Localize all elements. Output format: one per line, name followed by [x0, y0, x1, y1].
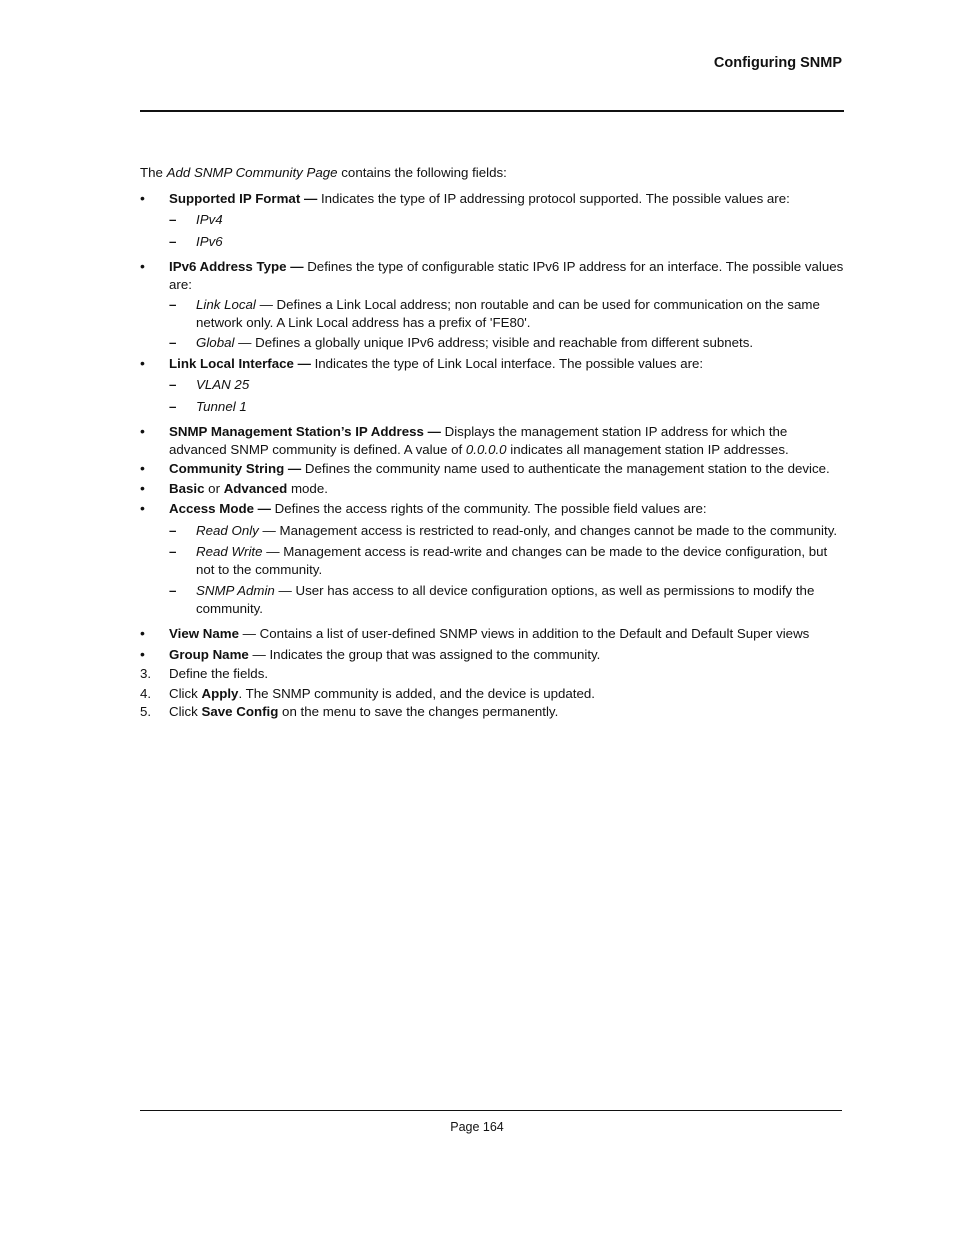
value-tunnel-1: [140, 398, 846, 416]
step-3: [140, 665, 846, 683]
dash-marker: –: [169, 377, 177, 392]
page-number: Page 164: [450, 1120, 504, 1134]
intro-paragraph: [140, 164, 846, 182]
value-description: — Management access is read-write and changes can be made to the device configuration, but not to the community.: [196, 544, 828, 577]
step-number: 3.: [140, 666, 152, 681]
dash-marker: –: [169, 233, 177, 249]
header-divider: [140, 110, 844, 112]
field-description: Displays the management station IP address for which the advanced SNMP community is defined. A value of: [169, 424, 788, 457]
value-term: Read Write: [196, 544, 263, 559]
apply-label: Apply: [201, 685, 239, 701]
bullet-marker: •: [140, 645, 145, 662]
field-description: — Indicates the group that was assigned to the community.: [248, 646, 601, 662]
value-description: — Defines a globally unique IPv6 address; visible and reachable from different subnets.: [234, 335, 754, 350]
save-config-label: Save Config: [201, 704, 279, 719]
field-term: Access Mode —: [169, 501, 271, 516]
field-description: — Contains a list of user-defined SNMP views in addition to the Default and Default Super views: [238, 626, 810, 641]
field-link-local-interface: [140, 355, 846, 373]
step-number: 5.: [140, 704, 152, 719]
field-description-end: indicates all management station IP addresses.: [506, 441, 789, 457]
field-group-name: [140, 646, 846, 664]
value-read-write: [140, 543, 846, 578]
dash-marker: –: [169, 398, 177, 414]
value-text: VLAN 25: [196, 377, 250, 392]
value-term: Link Local: [196, 297, 256, 312]
dash-marker: –: [169, 544, 177, 559]
field-management-station-ip: [140, 423, 846, 458]
intro-page-name: Add SNMP Community Page: [166, 165, 338, 180]
field-term: SNMP Management Station’s IP Address —: [169, 424, 441, 439]
step-number: 4.: [140, 685, 152, 701]
value-link-local: [140, 296, 846, 331]
value-read-only: [140, 522, 846, 540]
mode-text: mode.: [287, 480, 328, 496]
bullet-marker: •: [140, 354, 145, 371]
value-snmp-admin: [140, 582, 846, 617]
dash-marker: –: [169, 522, 177, 538]
field-term: Group Name: [169, 646, 249, 662]
mode-or: or: [204, 480, 224, 496]
field-ipv6-address-type: [140, 258, 846, 293]
value-text: Tunnel 1: [196, 398, 247, 414]
bullet-marker: •: [140, 479, 145, 496]
dash-marker: –: [169, 583, 177, 598]
step-text-end: on the menu to save the changes permanently.: [278, 704, 559, 719]
field-view-name: [140, 625, 846, 643]
running-header: Configuring SNMP: [713, 55, 842, 71]
dash-marker: –: [169, 297, 177, 312]
mode-basic: Basic: [169, 480, 205, 496]
field-supported-ip-format: [140, 190, 846, 208]
field-term: Community String —: [169, 461, 302, 476]
bullet-marker: •: [140, 500, 145, 516]
bullet-marker: •: [140, 189, 145, 206]
value-description: — Defines a Link Local address; non routable and can be used for communication on the same network only. A Link Local address has a prefix of 'FE80'.: [196, 297, 820, 330]
value-vlan-25: [140, 376, 846, 394]
step-text: Define the fields.: [169, 666, 269, 681]
value-term: Global: [196, 335, 235, 350]
value-text: IPv4: [196, 212, 223, 227]
field-term: Link Local Interface —: [169, 355, 311, 371]
step-4: [140, 685, 846, 703]
step-5: [140, 703, 846, 721]
example-address: 0.0.0.0: [465, 441, 507, 457]
field-description: Defines the community name used to authenticate the management station to the device.: [301, 461, 830, 476]
field-term: Supported IP Format —: [169, 190, 318, 206]
field-description: Defines the access rights of the community. The possible field values are:: [270, 501, 707, 516]
bullet-marker: •: [140, 625, 145, 641]
value-ipv4: [140, 211, 846, 229]
field-community-string: [140, 460, 846, 478]
dash-marker: –: [169, 335, 177, 350]
field-description: Indicates the type of Link Local interface. The possible values are:: [310, 355, 704, 371]
value-ipv6: [140, 233, 846, 251]
value-description: — User has access to all device configuration options, as well as permissions to modify the community.: [196, 583, 815, 616]
bullet-marker: •: [140, 460, 145, 476]
bullet-marker: •: [140, 423, 145, 439]
value-text: IPv6: [196, 233, 223, 249]
field-description: Defines the type of configurable static IPv6 IP address for an interface. The possible values are:: [169, 259, 844, 292]
step-text: Click: [169, 704, 202, 719]
value-term: Read Only: [196, 522, 259, 538]
intro-text-end: contains the following fields:: [337, 165, 507, 180]
field-mode: [140, 480, 846, 498]
bullet-marker: •: [140, 258, 145, 274]
dash-marker: –: [169, 212, 177, 227]
step-text: Click: [169, 685, 202, 701]
value-global: [140, 334, 846, 352]
mode-advanced: Advanced: [223, 480, 288, 496]
step-text-end: . The SNMP community is added, and the device is updated.: [238, 685, 595, 701]
intro-text: The: [140, 165, 167, 180]
value-term: SNMP Admin: [196, 583, 275, 598]
document-body: [140, 164, 846, 721]
value-description: — Management access is restricted to read-only, and changes cannot be made to the community.: [258, 522, 838, 538]
field-term: IPv6 Address Type —: [169, 259, 304, 274]
field-access-mode: [140, 500, 846, 518]
footer-divider: [140, 1110, 842, 1111]
field-term: View Name: [169, 626, 239, 641]
field-description: Indicates the type of IP addressing protocol supported. The possible values are:: [317, 190, 790, 206]
